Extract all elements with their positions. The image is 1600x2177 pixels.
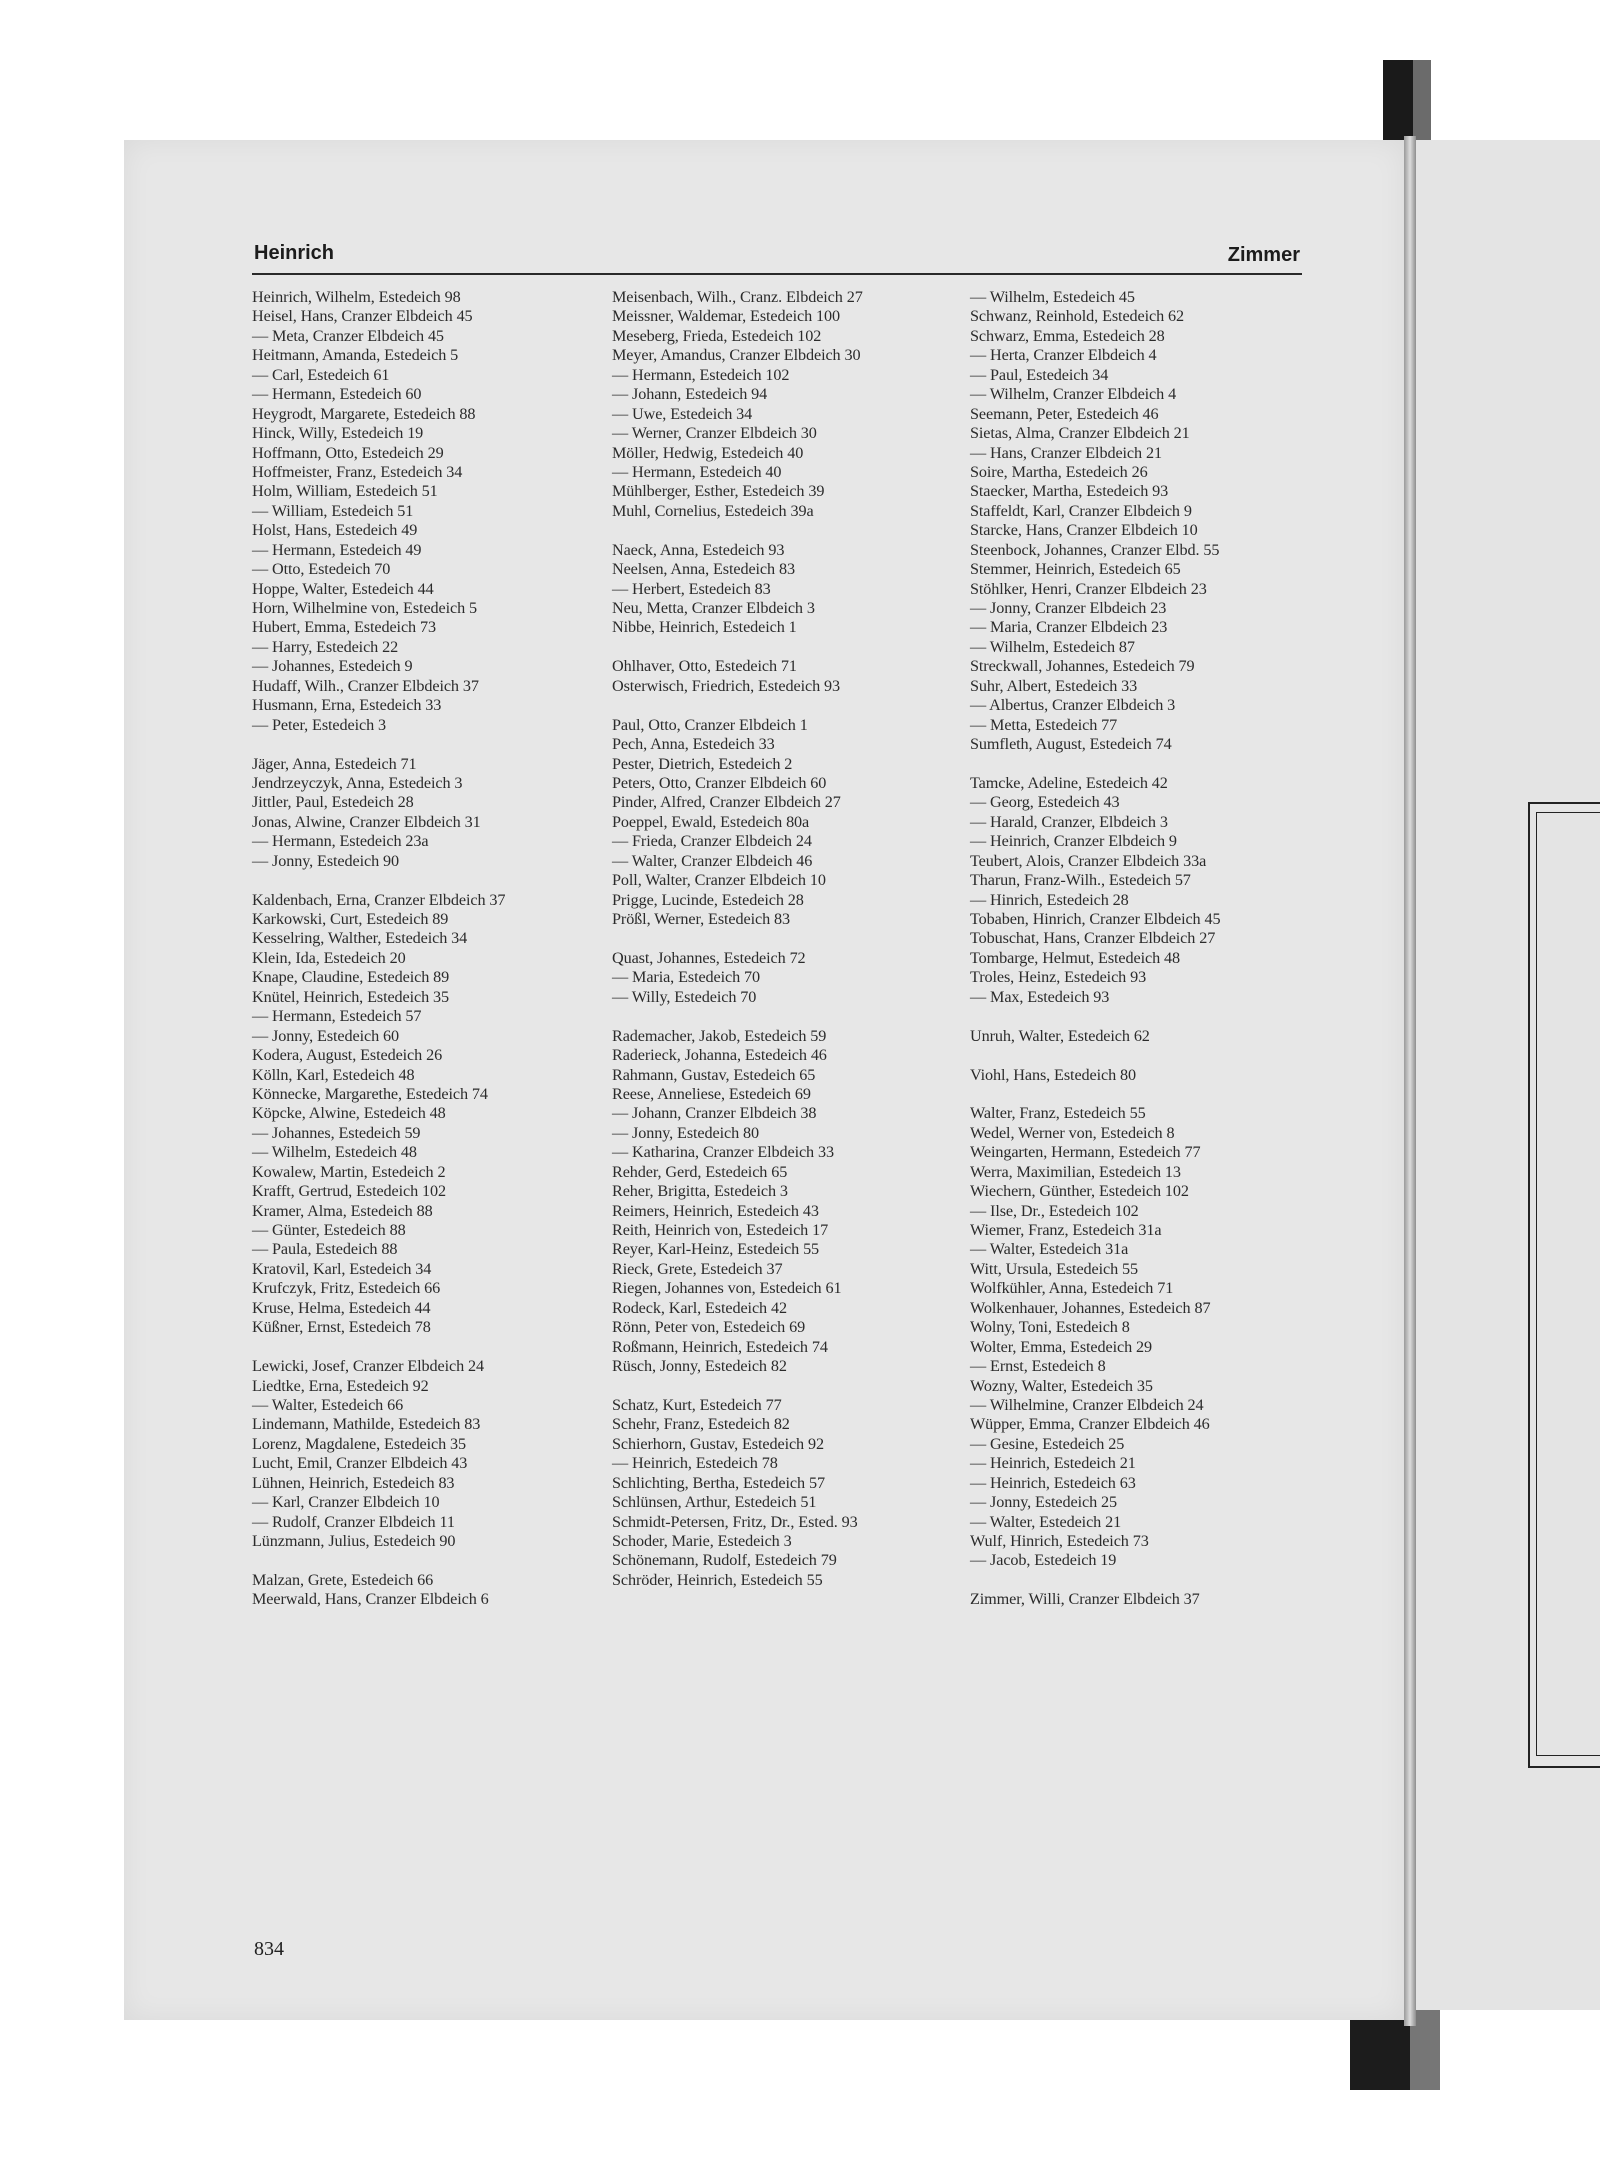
directory-entry: Kesselring, Walther, Estedeich 34	[252, 929, 468, 948]
directory-entry: — Werner, Cranzer Elbdeich 30	[612, 424, 817, 443]
directory-entry: Heisel, Hans, Cranzer Elbdeich 45	[252, 307, 473, 326]
directory-entry: Schwarz, Emma, Estedeich 28	[970, 326, 1165, 345]
directory-entry: Kramer, Alma, Estedeich 88	[252, 1201, 433, 1220]
directory-entry: Rodeck, Karl, Estedeich 42	[612, 1298, 787, 1317]
section-gap	[252, 1551, 612, 1570]
directory-entry: Liedtke, Erna, Estedeich 92	[252, 1376, 429, 1395]
directory-entry: Schlichting, Bertha, Estedeich 57	[612, 1473, 825, 1492]
directory-entry: — Jacob, Estedeich 19	[970, 1551, 1117, 1570]
directory-entry: Küßner, Ernst, Estedeich 78	[252, 1318, 431, 1337]
directory-entry: — Heinrich, Estedeich 78	[612, 1454, 778, 1473]
directory-entry: Tobuschat, Hans, Cranzer Elbdeich 27	[970, 929, 1216, 948]
section-gap	[252, 1338, 612, 1357]
directory-entry: Lucht, Emil, Cranzer Elbdeich 43	[252, 1454, 468, 1473]
directory-entry: Kölln, Karl, Estedeich 48	[252, 1065, 415, 1084]
page-number: 834	[254, 1938, 284, 1960]
directory-entry: — Johann, Estedeich 94	[612, 385, 768, 404]
directory-entry: — Ilse, Dr., Estedeich 102	[970, 1201, 1139, 1220]
directory-entry: — Frieda, Cranzer Elbdeich 24	[612, 832, 812, 851]
directory-entry: Kruse, Helma, Estedeich 44	[252, 1298, 431, 1317]
directory-entry: Wedel, Werner von, Estedeich 8	[970, 1123, 1175, 1142]
directory-entry: Neu, Metta, Cranzer Elbdeich 3	[612, 599, 815, 617]
directory-entry: Pech, Anna, Estedeich 33	[612, 735, 775, 754]
directory-entry: Seemann, Peter, Estedeich 46	[970, 404, 1159, 423]
running-header	[252, 240, 1302, 274]
adjacent-page-frame-inner	[1536, 812, 1600, 1756]
directory-entry: Hoffmeister, Franz, Estedeich 34	[252, 462, 463, 481]
directory-entry: Knütel, Heinrich, Estedeich 35	[252, 987, 450, 1006]
directory-entry: Tamcke, Adeline, Estedeich 42	[970, 773, 1168, 792]
directory-entry: Schierhorn, Gustav, Estedeich 92	[612, 1434, 824, 1453]
directory-entry: — Hermann, Estedeich 60	[252, 385, 422, 404]
directory-entry: Werra, Maximilian, Estedeich 13	[970, 1162, 1181, 1181]
directory-entry: Walter, Franz, Estedeich 55	[970, 1104, 1146, 1123]
directory-entry: Jäger, Anna, Estedeich 71	[252, 754, 417, 773]
directory-entry: Roßmann, Heinrich, Estedeich 74	[612, 1337, 828, 1356]
directory-entry: Malzan, Grete, Estedeich 66	[252, 1570, 434, 1589]
directory-entry: — Paul, Estedeich 34	[970, 365, 1109, 384]
directory-entry: Karkowski, Curt, Estedeich 89	[252, 910, 449, 928]
section-gap	[970, 1085, 1330, 1104]
directory-entry: — Hermann, Estedeich 23a	[252, 832, 429, 851]
directory-entry: Wolkenhauer, Johannes, Estedeich 87	[970, 1298, 1211, 1317]
directory-entry: Wulf, Hinrich, Estedeich 73	[970, 1532, 1149, 1550]
directory-entry: — Jonny, Estedeich 90	[252, 851, 400, 870]
directory-entry: — Johann, Cranzer Elbdeich 38	[612, 1104, 817, 1123]
directory-entry: Neelsen, Anna, Estedeich 83	[612, 560, 795, 579]
directory-column-1	[252, 288, 612, 1610]
directory-entry: — Wilhelm, Estedeich 45	[970, 288, 1135, 306]
directory-entry: Troles, Heinz, Estedeich 93	[970, 968, 1147, 987]
directory-entry: — Heinrich, Estedeich 21	[970, 1454, 1136, 1473]
directory-entry: — Wilhelm, Estedeich 87	[970, 637, 1135, 656]
directory-entry: — Metta, Estedeich 77	[970, 715, 1118, 734]
directory-entry: Wüpper, Emma, Cranzer Elbdeich 46	[970, 1415, 1210, 1434]
header-right-word: Zimmer	[1227, 244, 1300, 266]
directory-entry: Schönemann, Rudolf, Estedeich 79	[612, 1551, 837, 1570]
directory-entry: — Walter, Cranzer Elbdeich 46	[612, 851, 813, 870]
directory-entry: Hoppe, Walter, Estedeich 44	[252, 579, 434, 598]
section-gap	[970, 1571, 1330, 1590]
directory-entry: Sumfleth, August, Estedeich 74	[970, 735, 1172, 754]
directory-entry: — Jonny, Estedeich 25	[970, 1493, 1118, 1512]
directory-entry: Quast, Johannes, Estedeich 72	[612, 948, 806, 967]
directory-entry: Schwanz, Reinhold, Estedeich 62	[970, 307, 1185, 326]
directory-entry: Osterwisch, Friedrich, Estedeich 93	[612, 676, 841, 695]
directory-entry: Lühnen, Heinrich, Estedeich 83	[252, 1473, 455, 1492]
directory-entry: Reyer, Karl-Heinz, Estedeich 55	[612, 1240, 820, 1259]
directory-entry: Stemmer, Heinrich, Estedeich 65	[970, 560, 1181, 579]
directory-entry: Rehder, Gerd, Estedeich 65	[612, 1162, 788, 1181]
directory-entry: Rönn, Peter von, Estedeich 69	[612, 1318, 806, 1337]
directory-entry: Pinder, Alfred, Cranzer Elbdeich 27	[612, 793, 841, 812]
section-gap	[612, 929, 972, 948]
binder-clip-top	[1383, 60, 1413, 140]
directory-entry: Weingarten, Hermann, Estedeich 77	[970, 1143, 1201, 1162]
directory-entry: — Wilhelmine, Cranzer Elbdeich 24	[970, 1395, 1204, 1414]
directory-entry: Schehr, Franz, Estedeich 82	[612, 1415, 790, 1434]
directory-entry: Wolny, Toni, Estedeich 8	[970, 1318, 1130, 1337]
section-gap	[612, 696, 972, 715]
directory-column-3	[970, 288, 1330, 1610]
directory-entry: Viohl, Hans, Estedeich 80	[970, 1065, 1137, 1084]
directory-entry: Schröder, Heinrich, Estedeich 55	[612, 1570, 823, 1589]
directory-entry: Rüsch, Jonny, Estedeich 82	[612, 1357, 787, 1376]
directory-entry: — Maria, Cranzer Elbdeich 23	[970, 618, 1168, 637]
directory-entry: — Herbert, Estedeich 83	[612, 579, 771, 598]
directory-entry: — Herta, Cranzer Elbdeich 4	[970, 346, 1157, 365]
directory-entry: Schatz, Kurt, Estedeich 77	[612, 1395, 782, 1414]
directory-entry: — Jonny, Cranzer Elbdeich 23	[970, 599, 1167, 617]
directory-entry: Hubert, Emma, Estedeich 73	[252, 618, 436, 637]
directory-entry: — Katharina, Cranzer Elbdeich 33	[612, 1143, 834, 1162]
directory-entry: Knape, Claudine, Estedeich 89	[252, 968, 450, 987]
directory-entry: Jendrzeyczyk, Anna, Estedeich 3	[252, 773, 463, 792]
scan-background	[0, 0, 1600, 56]
directory-entry: — Johannes, Estedeich 59	[252, 1123, 421, 1142]
directory-entry: Holm, William, Estedeich 51	[252, 482, 438, 501]
directory-entry: — Günter, Estedeich 88	[252, 1221, 406, 1239]
directory-entry: — Walter, Estedeich 21	[970, 1512, 1122, 1531]
directory-entry: Reimers, Heinrich, Estedeich 43	[612, 1201, 819, 1220]
directory-entry: Paul, Otto, Cranzer Elbdeich 1	[612, 715, 808, 734]
directory-entry: — Jonny, Estedeich 80	[612, 1123, 760, 1142]
directory-entry: Köpcke, Alwine, Estedeich 48	[252, 1104, 446, 1123]
directory-entry: Husmann, Erna, Estedeich 33	[252, 696, 442, 715]
directory-entry: Streckwall, Johannes, Estedeich 79	[970, 657, 1195, 676]
directory-entry: Wiemer, Franz, Estedeich 31a	[970, 1221, 1162, 1239]
directory-entry: Meerwald, Hans, Cranzer Elbdeich 6	[252, 1590, 489, 1609]
directory-entry: Poll, Walter, Cranzer Elbdeich 10	[612, 871, 826, 890]
directory-entry: Stöhlker, Henri, Cranzer Elbdeich 23	[970, 579, 1207, 598]
directory-entry: Rieck, Grete, Estedeich 37	[612, 1259, 783, 1278]
directory-entry: — Rudolf, Cranzer Elbdeich 11	[252, 1512, 455, 1531]
directory-entry: — Heinrich, Estedeich 63	[970, 1473, 1136, 1492]
directory-entry: — Jonny, Estedeich 60	[252, 1026, 400, 1045]
directory-entry: Holst, Hans, Estedeich 49	[252, 521, 418, 540]
directory-entry: Prigge, Lucinde, Estedeich 28	[612, 890, 804, 909]
directory-entry: Schoder, Marie, Estedeich 3	[612, 1532, 792, 1550]
directory-entry: Lünzmann, Julius, Estedeich 90	[252, 1532, 456, 1550]
section-gap	[612, 638, 972, 657]
directory-entry: Naeck, Anna, Estedeich 93	[612, 540, 785, 559]
header-left-word: Heinrich	[254, 242, 335, 264]
section-gap	[612, 521, 972, 540]
directory-entry: Meyer, Amandus, Cranzer Elbdeich 30	[612, 346, 861, 365]
directory-entry: Peters, Otto, Cranzer Elbdeich 60	[612, 773, 827, 792]
directory-entry: — Georg, Estedeich 43	[970, 793, 1120, 812]
directory-entry: Heitmann, Amanda, Estedeich 5	[252, 346, 459, 365]
directory-entry: — Wilhelm, Cranzer Elbdeich 4	[970, 385, 1177, 404]
directory-entry: — Albertus, Cranzer Elbdeich 3	[970, 696, 1176, 715]
directory-entry: Sietas, Alma, Cranzer Elbdeich 21	[970, 424, 1190, 443]
directory-entry: — Hermann, Estedeich 40	[612, 462, 782, 481]
directory-entry: Mühlberger, Esther, Estedeich 39	[612, 482, 825, 501]
directory-entry: Schlünsen, Arthur, Estedeich 51	[612, 1493, 817, 1512]
directory-entry: — William, Estedeich 51	[252, 501, 414, 520]
directory-entry: Lewicki, Josef, Cranzer Elbdeich 24	[252, 1357, 485, 1376]
directory-entry: Reese, Anneliese, Estedeich 69	[612, 1084, 811, 1103]
directory-entry: — Heinrich, Cranzer Elbdeich 9	[970, 832, 1177, 851]
directory-entry: — Gesine, Estedeich 25	[970, 1434, 1125, 1453]
directory-entry: — Hinrich, Estedeich 28	[970, 890, 1129, 909]
directory-entry: Nibbe, Heinrich, Estedeich 1	[612, 618, 797, 637]
directory-entry: Kaldenbach, Erna, Cranzer Elbdeich 37	[252, 890, 506, 909]
directory-entry: Pester, Dietrich, Estedeich 2	[612, 754, 793, 773]
directory-entry: — Willy, Estedeich 70	[612, 987, 757, 1006]
directory-entry: Jittler, Paul, Estedeich 28	[252, 793, 414, 812]
directory-entry: Starcke, Hans, Cranzer Elbdeich 10	[970, 521, 1198, 540]
directory-entry: Könnecke, Margarethe, Estedeich 74	[252, 1084, 488, 1103]
directory-entry: Soire, Martha, Estedeich 26	[970, 462, 1148, 481]
directory-entry: — Peter, Estedeich 3	[252, 715, 387, 734]
directory-entry: Tombarge, Helmut, Estedeich 48	[970, 948, 1180, 967]
directory-entry: Unruh, Walter, Estedeich 62	[970, 1026, 1150, 1045]
section-gap	[252, 871, 612, 890]
directory-entry: Krufczyk, Fritz, Estedeich 66	[252, 1279, 441, 1298]
directory-entry: Meissner, Waldemar, Estedeich 100	[612, 307, 841, 326]
directory-entry: Krafft, Gertrud, Estedeich 102	[252, 1182, 447, 1201]
directory-entry: Hinck, Willy, Estedeich 19	[252, 424, 424, 443]
directory-entry: Zimmer, Willi, Cranzer Elbdeich 37	[970, 1590, 1200, 1609]
directory-entry: Hudaff, Wilh., Cranzer Elbdeich 37	[252, 676, 479, 695]
directory-entry: Meisenbach, Wilh., Cranz. Elbdeich 27	[612, 288, 863, 306]
directory-entry: Wiechern, Günther, Estedeich 102	[970, 1182, 1189, 1201]
directory-entry: — Ernst, Estedeich 8	[970, 1357, 1106, 1376]
header-rule	[252, 273, 1302, 275]
directory-entry: — Hermann, Estedeich 57	[252, 1007, 422, 1026]
section-gap	[970, 755, 1330, 774]
directory-entry: — Hermann, Estedeich 102	[612, 365, 790, 384]
directory-entry: Reith, Heinrich von, Estedeich 17	[612, 1221, 829, 1239]
directory-entry: Heygrodt, Margarete, Estedeich 88	[252, 404, 476, 423]
directory-entry: Kodera, August, Estedeich 26	[252, 1046, 443, 1065]
section-gap	[970, 1046, 1330, 1065]
directory-entry: Lorenz, Magdalene, Estedeich 35	[252, 1434, 466, 1453]
directory-entry: Steenbock, Johannes, Cranzer Elbd. 55	[970, 540, 1220, 559]
directory-entry: Heinrich, Wilhelm, Estedeich 98	[252, 288, 461, 306]
directory-entry: Ohlhaver, Otto, Estedeich 71	[612, 657, 797, 676]
directory-entry: Rahmann, Gustav, Estedeich 65	[612, 1065, 816, 1084]
directory-entry: Schmidt-Petersen, Fritz, Dr., Ested. 93	[612, 1512, 858, 1531]
directory-entry: Prößl, Werner, Estedeich 83	[612, 910, 791, 928]
directory-entry: — Johannes, Estedeich 9	[252, 657, 413, 676]
directory-entry: — Paula, Estedeich 88	[252, 1240, 398, 1259]
directory-entry: Wolfkühler, Anna, Estedeich 71	[970, 1279, 1174, 1298]
directory-entry: — Karl, Cranzer Elbdeich 10	[252, 1493, 440, 1512]
directory-entry: Kratovil, Karl, Estedeich 34	[252, 1259, 432, 1278]
directory-entry: Jonas, Alwine, Cranzer Elbdeich 31	[252, 812, 481, 831]
directory-entry: Kowalew, Martin, Estedeich 2	[252, 1162, 446, 1181]
directory-entry: — Hans, Cranzer Elbdeich 21	[970, 443, 1162, 462]
directory-entry: — Max, Estedeich 93	[970, 987, 1110, 1006]
directory-entry: Riegen, Johannes von, Estedeich 61	[612, 1279, 842, 1298]
directory-entry: Horn, Wilhelmine von, Estedeich 5	[252, 599, 478, 617]
directory-entry: — Harry, Estedeich 22	[252, 637, 399, 656]
directory-entry: — Uwe, Estedeich 34	[612, 404, 753, 423]
directory-entry: Wozny, Walter, Estedeich 35	[970, 1376, 1153, 1395]
section-gap	[252, 735, 612, 754]
directory-entry: Wolter, Emma, Estedeich 29	[970, 1337, 1152, 1356]
directory-entry: Raderieck, Johanna, Estedeich 46	[612, 1046, 827, 1065]
directory-entry: — Wilhelm, Estedeich 48	[252, 1143, 417, 1162]
directory-entry: Tharun, Franz-Wilh., Estedeich 57	[970, 871, 1191, 890]
directory-entry: Möller, Hedwig, Estedeich 40	[612, 443, 804, 462]
directory-entry: Poeppel, Ewald, Estedeich 80a	[612, 812, 810, 831]
section-gap	[612, 1007, 972, 1026]
section-gap	[612, 1377, 972, 1396]
directory-entry: Muhl, Cornelius, Estedeich 39a	[612, 501, 814, 520]
directory-entry: Teubert, Alois, Cranzer Elbdeich 33a	[970, 851, 1207, 870]
directory-entry: Hoffmann, Otto, Estedeich 29	[252, 443, 444, 462]
directory-column-2	[612, 288, 972, 1590]
directory-entry: Meseberg, Frieda, Estedeich 102	[612, 326, 822, 345]
directory-entry: — Otto, Estedeich 70	[252, 560, 391, 579]
directory-entry: Staecker, Martha, Estedeich 93	[970, 482, 1169, 501]
directory-entry: Witt, Ursula, Estedeich 55	[970, 1259, 1139, 1278]
binder-clip-top-shadow	[1413, 60, 1431, 140]
directory-entry: Klein, Ida, Estedeich 20	[252, 948, 406, 967]
book-gutter	[1404, 136, 1416, 2026]
directory-entry: — Walter, Estedeich 31a	[970, 1240, 1129, 1259]
directory-entry: Rademacher, Jakob, Estedeich 59	[612, 1026, 827, 1045]
directory-entry: Lindemann, Mathilde, Estedeich 83	[252, 1415, 481, 1434]
directory-entry: — Harald, Cranzer, Elbdeich 3	[970, 812, 1168, 831]
directory-entry: — Walter, Estedeich 66	[252, 1395, 404, 1414]
directory-entry: Staffeldt, Karl, Cranzer Elbdeich 9	[970, 501, 1192, 520]
directory-entry: — Meta, Cranzer Elbdeich 45	[252, 326, 444, 345]
directory-entry: — Hermann, Estedeich 49	[252, 540, 422, 559]
directory-entry: Reher, Brigitta, Estedeich 3	[612, 1182, 788, 1201]
directory-entry: — Maria, Estedeich 70	[612, 968, 761, 987]
directory-entry: Tobaben, Hinrich, Cranzer Elbdeich 45	[970, 910, 1221, 928]
section-gap	[970, 1007, 1330, 1026]
directory-entry: — Carl, Estedeich 61	[252, 365, 390, 384]
directory-entry: Suhr, Albert, Estedeich 33	[970, 676, 1138, 695]
